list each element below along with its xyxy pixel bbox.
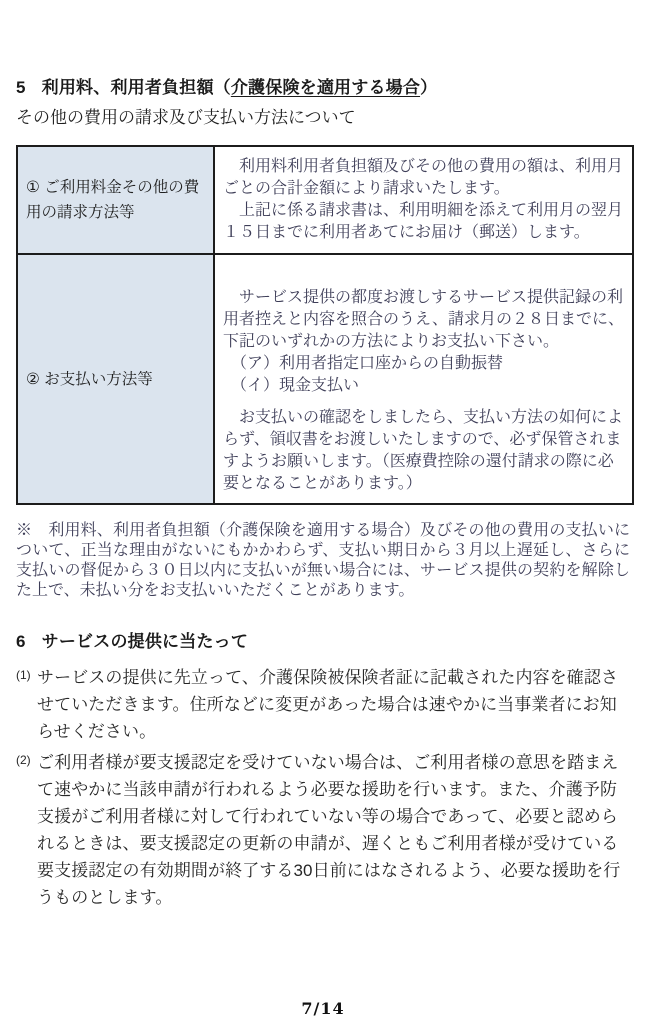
late-payment-note: ※ 利用料、利用者負担額（介護保険を適用する場合）及びその他の費用の支払いについて、正当な理由がないにもかかわらず、支払い期日から３月以上遅延し、さらに支払いの督促から３０日以内に支払いが無い場合には、サービス提供の契約を解除した上で、未払い分をお支払いいただくことがあります。 — [16, 522, 630, 599]
section-5-heading — [16, 78, 632, 98]
page-number: 7/14 — [301, 999, 345, 1018]
section-5-title-prefix: 利用料、利用者負担額（ — [41, 78, 231, 97]
list-item-text: サービスの提供に先立って、介護保険被保険者証に記載された内容を確認させていただきます。住所などに変更があった場合は速やかに当事業者にお知らせください。 — [37, 668, 619, 741]
table-paragraph: お支払いの確認をしましたら、支払い方法の如何によらず、領収書をお渡しいたしますので、必ず保管されますようお願いします。（医療費控除の還付請求の際に必要となることがあります。） — [223, 409, 624, 492]
list-item-marker: (2) — [16, 753, 31, 767]
section-5-title-suffix: ） — [420, 78, 438, 97]
section-6-heading — [16, 632, 632, 652]
list-item-marker: (1) — [16, 668, 31, 682]
row-body-billing-method — [215, 147, 632, 253]
table-paragraph: 利用料利用者負担額及びその他の費用の額は、利用月ごとの合計金額により請求いたします。 — [223, 158, 624, 197]
payment-table — [16, 145, 634, 505]
section-5-subtitle: その他の費用の請求及び支払い方法について — [16, 108, 356, 127]
table-row — [18, 253, 632, 503]
table-paragraph-option-b: （イ）現金支払い — [223, 377, 360, 394]
table-paragraph: サービス提供の都度お渡しするサービス提供記録の利用者控えと内容を照合のうえ、請求月の２８日までに、下記のいずれかの方法によりお支払い下さい。 — [223, 289, 624, 350]
section-6-number: 6 — [16, 632, 26, 651]
table-paragraph: 上記に係る請求書は、利用明細を添えて利用月の翌月１５日までに利用者あてにお届け（郵送）します。 — [223, 202, 624, 241]
section-5-number: 5 — [16, 78, 26, 97]
list-item — [16, 749, 632, 911]
table-paragraph-option-a: （ア）利用者指定口座からの自動振替 — [223, 355, 504, 372]
table-row — [18, 147, 632, 253]
row-body-payment-method — [215, 255, 632, 503]
row-label-payment-method: ② お支払い方法等 — [18, 255, 215, 503]
row-label-billing-method: ① ご利用料金その他の費用の請求方法等 — [18, 147, 215, 253]
section-6-title: サービスの提供に当たって — [41, 632, 249, 651]
list-item-text: ご利用者様が要支援認定を受けていない場合は、ご利用者様の意思を踏まえて速やかに当該申請が行われるよう必要な援助を行います。また、介護予防支援がご利用者様に対して行われていない等の場合であって、必要と認められるときは、要支援認定の更新の申請が、遅くともご利用者様が受けている要支援認定の有効期間が終了する30日前にはなされるよう、必要な援助を行うものとします。 — [37, 753, 621, 907]
section-5-title-underlined: 介護保険を適用する場合 — [230, 78, 421, 97]
list-item — [16, 664, 632, 745]
service-provision-list — [16, 664, 632, 911]
